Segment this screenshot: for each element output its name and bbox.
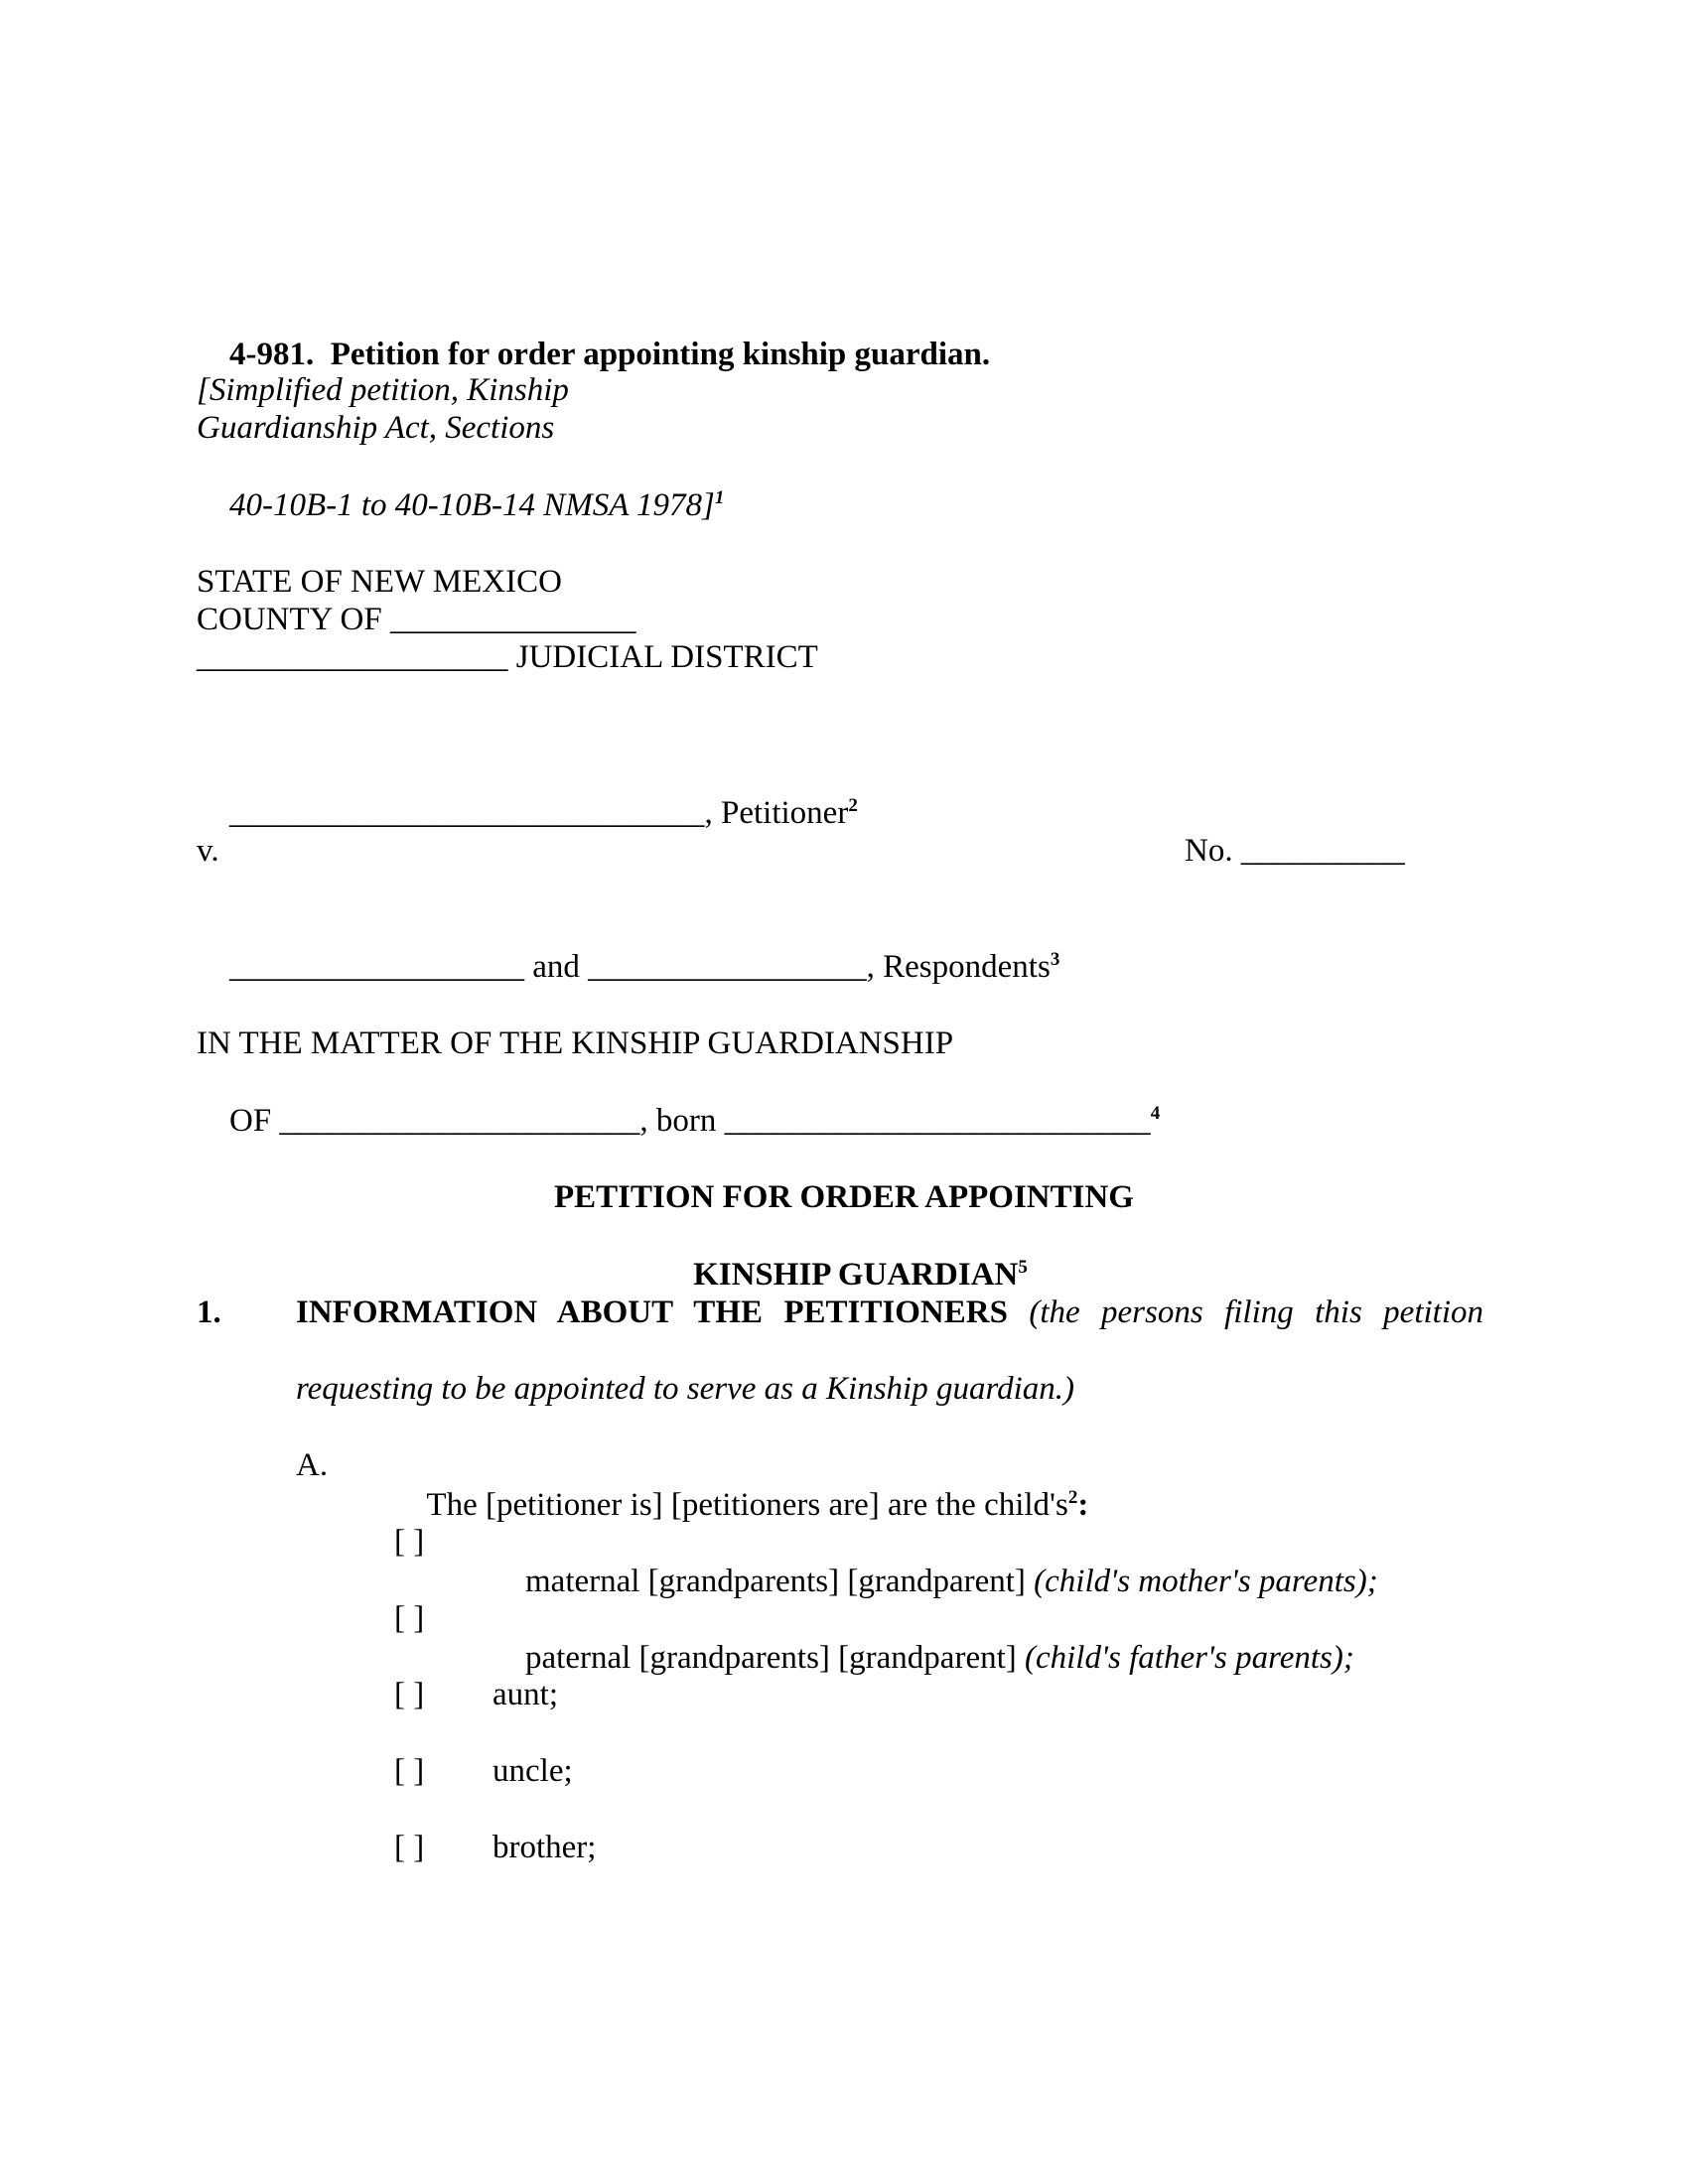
caption-county: COUNTY OF _______________ (197, 602, 636, 637)
caption-district: ___________________ JUDICIAL DISTRICT (197, 639, 818, 675)
footnote-marker: 4 (1150, 1102, 1161, 1124)
rule-heading: 4-981. Petition for order appointing kinship guardian. (229, 336, 991, 372)
document-title-line-1: PETITION FOR ORDER APPOINTING (554, 1179, 1134, 1215)
caption-versus: v. (197, 833, 219, 869)
subtitle-line-3: 40-10B-1 to 40-10B-14 NMSA 1978]$^1$ (229, 486, 725, 523)
footnote-marker: 3 (1050, 948, 1060, 970)
caption-respondents: __________________ and _________________, Respondents$^3$ (229, 948, 1060, 985)
option-paternal-grandparents: paternal [grandparents] [grandparent] (child's father's parents); (525, 1639, 1354, 1676)
option-checkbox[interactable]: [ ] (394, 1753, 425, 1789)
footnote-marker: 1 (714, 486, 725, 508)
section-1-heading (296, 1294, 1483, 1333)
option-checkbox[interactable]: [ ] (394, 1600, 425, 1636)
item-a-text: The [petitioner is] [petitioners are] are the $child's^2$: (426, 1486, 1089, 1523)
section-1-note-continued: requesting to be appointed to serve as a Kinship guardian.) (296, 1371, 1074, 1407)
caption-case-number: No. __________ (1185, 833, 1405, 869)
option-uncle: uncle; (492, 1753, 573, 1789)
caption-state: STATE OF NEW MEXICO (197, 564, 562, 600)
caption-petitioner: _____________________________, Petitioner$^2$ (229, 794, 858, 831)
footnote-marker: 2 (1067, 1486, 1078, 1508)
section-1-number: 1. (197, 1295, 221, 1330)
footnote-marker: 2 (848, 794, 858, 816)
subtitle-line-2: Guardianship Act, Sections (197, 410, 555, 446)
option-checkbox[interactable]: [ ] (394, 1524, 425, 1560)
footnote-marker: 5 (1018, 1256, 1028, 1278)
option-checkbox[interactable]: [ ] (394, 1830, 425, 1865)
caption-matter-line-1: IN THE MATTER OF THE KINSHIP GUARDIANSHIP (197, 1025, 954, 1061)
section-1-note: (the persons filing this petition (1029, 1295, 1484, 1330)
option-maternal-grandparents: maternal [grandparents] [grandparent] (child's mother's parents); (525, 1563, 1378, 1599)
subtitle-line-1: [Simplified petition, Kinship (197, 372, 569, 408)
option-aunt: aunt; (492, 1677, 558, 1712)
option-checkbox[interactable]: [ ] (394, 1677, 425, 1712)
section-1-title: INFORMATION ABOUT THE PETITIONERS (296, 1295, 1008, 1330)
option-brother: brother; (492, 1830, 597, 1865)
caption-matter-line-2: OF ______________________, born __________________________$^4$ (229, 1102, 1161, 1139)
document-title-line-2: KINSHIP GUARDIAN$^5$ (693, 1256, 1028, 1293)
item-a-letter: A. (296, 1447, 329, 1483)
